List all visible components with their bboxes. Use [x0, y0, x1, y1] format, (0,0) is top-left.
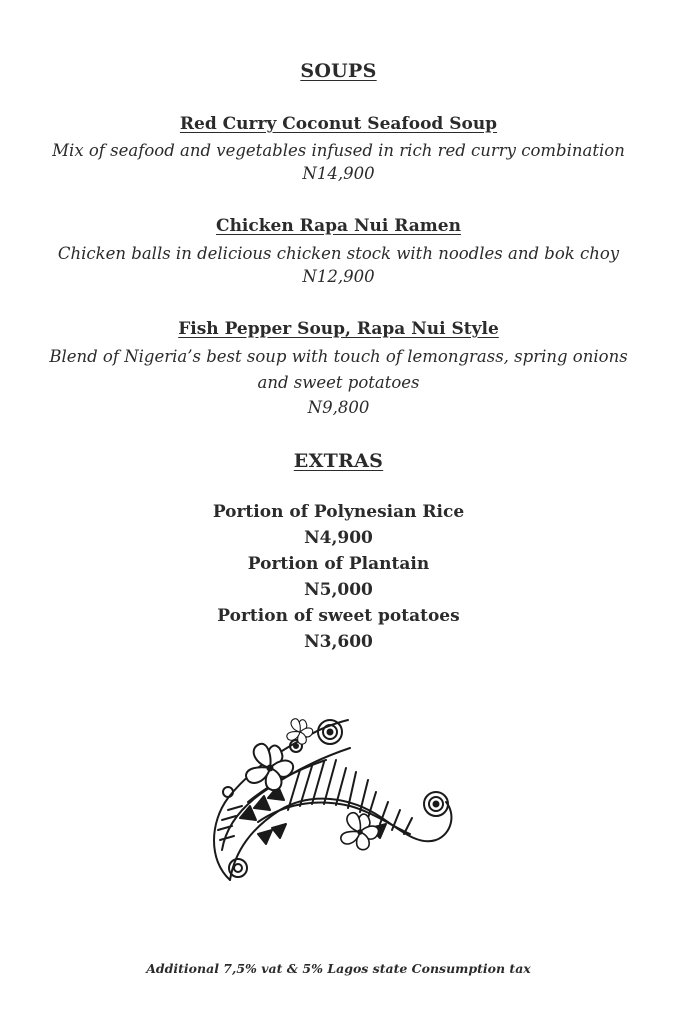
dish-price-fish-pepper-soup: N9,800	[307, 398, 370, 417]
dish-name-chicken-ramen: Chicken Rapa Nui Ramen	[216, 216, 461, 236]
extra-name-plantain: Portion of Plantain	[247, 554, 430, 574]
extra-price-sweet-potatoes: N3,600	[304, 632, 373, 652]
extra-price-polynesian-rice: N4,900	[304, 528, 373, 548]
extra-name-sweet-potatoes: Portion of sweet potatoes	[217, 606, 460, 626]
extras-heading: EXTRAS	[293, 450, 384, 472]
dish-name-fish-pepper-soup: Fish Pepper Soup, Rapa Nui Style	[178, 319, 499, 339]
polynesian-tattoo-flower-ornament-icon	[200, 710, 470, 895]
extra-price-plantain: N5,000	[304, 580, 373, 600]
dish-description-fish-pepper-soup-line2: and sweet potatoes	[257, 373, 420, 392]
tax-note: Additional 7,5% vat & 5% Lagos state Consumption tax	[146, 961, 531, 976]
dish-description-red-curry: Mix of seafood and vegetables infused in rich red curry combination	[52, 141, 625, 160]
dish-description-chicken-ramen: Chicken balls in delicious chicken stock with noodles and bok choy	[57, 244, 620, 263]
dish-name-red-curry: Red Curry Coconut Seafood Soup	[179, 114, 498, 134]
extra-name-polynesian-rice: Portion of Polynesian Rice	[212, 502, 465, 522]
soups-heading: SOUPS	[300, 60, 377, 82]
dish-price-red-curry: N14,900	[302, 164, 375, 183]
dish-description-fish-pepper-soup-line1: Blend of Nigeria’s best soup with touch of lemongrass, spring onions	[49, 347, 628, 366]
dish-price-chicken-ramen: N12,900	[302, 267, 375, 286]
